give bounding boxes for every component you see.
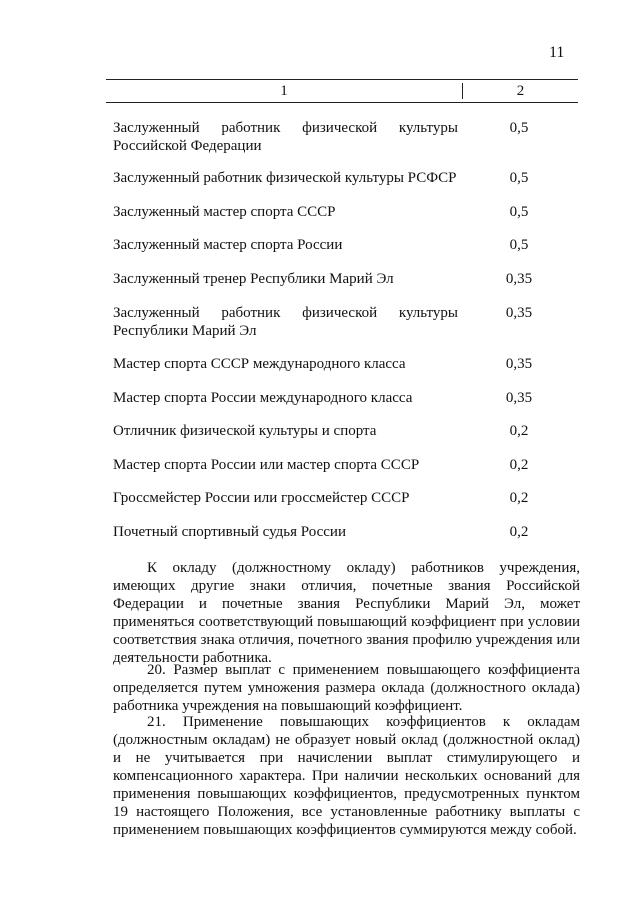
table-row (113, 304, 458, 340)
row-label-line-1: Мастер спорта СССР международного класса (113, 356, 406, 372)
row-value: 0,2 (509, 490, 529, 506)
row-label-line-1: Заслуженный тренер Республики Марий Эл (113, 271, 394, 287)
row-label-line-1: Гроссмейстер России или гроссмейстер СССР (113, 490, 410, 506)
row-label-line-1: Отличник физической культуры и спорта (113, 423, 377, 439)
row-label-line-2: Республики Марий Эл (113, 323, 257, 339)
row-label-line-1: Заслуженный работник физической культуры РСФСР (113, 170, 457, 186)
table-row (113, 169, 458, 187)
row-value: 0,35 (505, 356, 533, 372)
table-header-col-1: 1 (280, 83, 288, 99)
body-paragraph (113, 713, 580, 839)
table-header-col-2: 2 (516, 83, 525, 99)
body-paragraph (113, 559, 580, 667)
paragraph-text: К окладу (должностному окладу) работников учреждения, имеющих другие знаки отличия, почетные звания Российской Федерации и почетные звания Республики Марий Эл, может применяться соответствующий повышающий коэффициент при условии соответствия знака отличия, почетного звания профилю учреждения или деятельности работника. (113, 560, 580, 666)
table-row (113, 270, 458, 288)
row-value: 0,5 (509, 237, 529, 253)
row-label-line-1: Заслуженный работник физической культуры (113, 305, 458, 321)
row-value: 0,5 (509, 170, 529, 186)
row-label-line-1: Почетный спортивный судья России (113, 524, 346, 540)
table-row (113, 523, 458, 541)
paragraph-text: 20. Размер выплат с применением повышающего коэффициента определяется путем умножения размера оклада (должностного оклада) работника учреждения на повышающий коэффициент. (113, 662, 580, 714)
row-label-line-1: Мастер спорта России международного класса (113, 390, 413, 406)
page-number: 11 (549, 44, 565, 61)
row-label-line-1: Заслуженный работник физической культуры (113, 120, 458, 136)
row-label-line-1: Заслуженный мастер спорта России (113, 237, 343, 253)
paragraph-text: 21. Применение повышающих коэффициентов к окладам (должностным окладам) не образует новый оклад (должностной оклад) и не учитывается при начислении выплат стимулирующего и компенсационного характера. При наличии нескольких оснований для применения повышающих коэффициентов, предусмотренных пунктом 19 настоящего Положения, все установленные работнику выплаты с применением повышающих коэффициентов суммируются между собой. (113, 714, 580, 838)
row-value: 0,5 (509, 120, 529, 136)
table-row (113, 355, 458, 373)
row-label-line-1: Заслуженный мастер спорта СССР (113, 204, 336, 220)
row-value: 0,2 (509, 423, 529, 439)
row-value: 0,35 (505, 271, 533, 287)
table-row (113, 389, 458, 407)
row-value: 0,5 (509, 204, 529, 220)
row-value: 0,2 (509, 524, 529, 540)
row-value: 0,35 (505, 390, 533, 406)
table-row (113, 203, 458, 221)
row-label-line-1: Мастер спорта России или мастер спорта СССР (113, 457, 420, 473)
table-row (113, 119, 458, 155)
row-label-line-2: Российской Федерации (113, 138, 262, 154)
body-paragraph (113, 661, 580, 715)
table-header (106, 79, 578, 103)
row-value: 0,2 (509, 457, 529, 473)
table-row (113, 236, 458, 254)
table-row (113, 456, 458, 474)
table-row (113, 422, 458, 440)
table-row (113, 489, 458, 507)
row-value: 0,35 (505, 305, 533, 321)
